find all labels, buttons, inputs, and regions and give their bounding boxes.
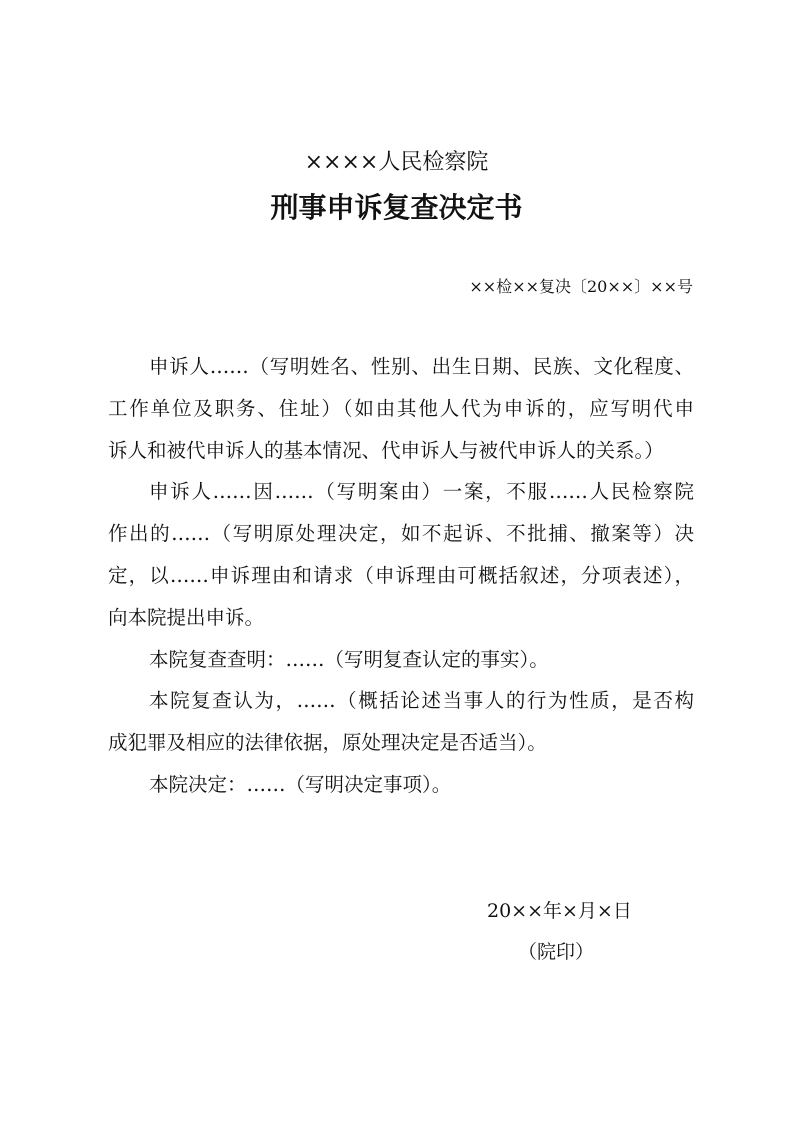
body-line: 申诉人……因……（写明案由）一案，不服……人民检察院 — [149, 480, 694, 504]
body-line: 向本院提出申诉。 — [108, 605, 265, 629]
body-line: 申诉人……（写明姓名、性别、出生日期、民族、文化程度、 — [149, 355, 694, 378]
seal-placeholder: （院印） — [518, 941, 595, 963]
body-line: 作出的……（写明原处理决定，如不起诉、不批捕、撤案等）决 — [108, 522, 694, 546]
decision-date: 20××年×月×日 — [487, 900, 632, 922]
document-reference-number: ××检××复决〔20××〕××号 — [469, 277, 693, 296]
body-line: 定，以……申诉理由和请求（申诉理由可概括叙述，分项表述）， — [108, 563, 694, 587]
body-line: 工作单位及职务、住址）（如由其他人代为申诉的，应写明代申 — [108, 396, 694, 420]
body-line: 本院决定：……（写明决定事项）。 — [149, 772, 452, 796]
body-line: 本院复查查明：……（写明复查认定的事实）。 — [149, 647, 549, 671]
body-line: 本院复查认为，……（概括论述当事人的行为性质，是否构 — [149, 689, 694, 713]
document-title: 刑事申诉复查决定书 — [270, 191, 523, 224]
issuing-organization: ××××人民检察院 — [304, 150, 489, 175]
body-line: 诉人和被代申诉人的基本情况、代申诉人与被代申诉人的关系。） — [108, 438, 664, 462]
body-line: 成犯罪及相应的法律依据，原处理决定是否适当）。 — [108, 731, 547, 755]
document-body — [108, 352, 694, 812]
